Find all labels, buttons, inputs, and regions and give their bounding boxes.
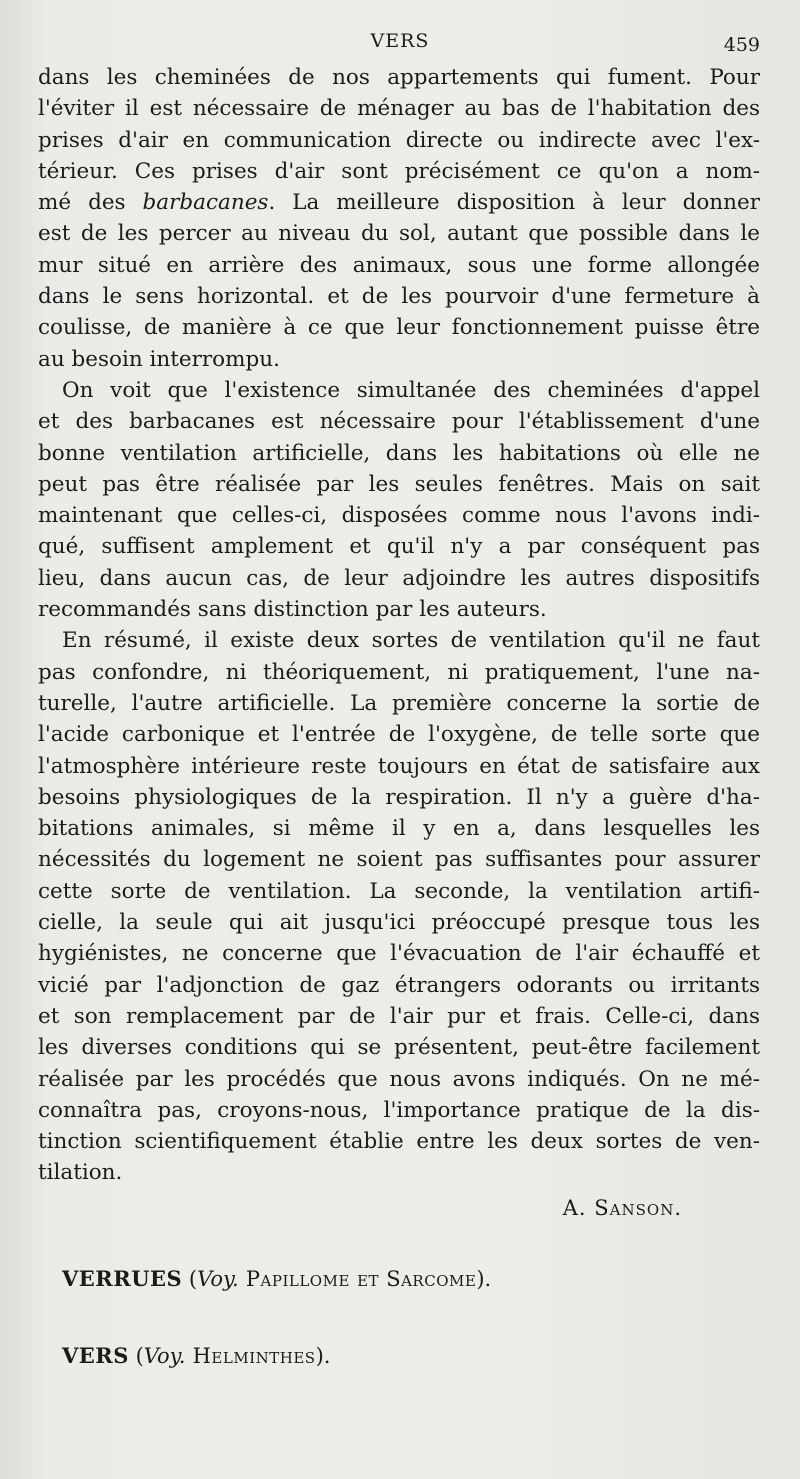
- entry-paren-close: ).: [315, 1344, 331, 1368]
- entry-verrues: [62, 1266, 491, 1291]
- text-line: qué, suffisent amplement et qu'il n'y a par conséquent pas: [38, 534, 760, 560]
- text-line: tilation.: [38, 1160, 123, 1186]
- body-text: [38, 62, 760, 1227]
- text-line: bitations animales, si même il y en a, dans lesquelles les: [38, 816, 760, 842]
- text-line: tinction scientifiquement établie entre les deux sortes de ven-: [38, 1129, 760, 1155]
- text-line: au besoin interrompu.: [38, 346, 280, 372]
- text-line: dans les cheminées de nos appartements qui fument. Pour: [38, 65, 760, 90]
- entry-voy: Voy.: [143, 1344, 186, 1368]
- text-line: peut pas être réalisée par les seules fenêtres. Mais on sait: [38, 471, 760, 497]
- text-line: mur situé en arrière des animaux, sous une forme allongée: [38, 252, 760, 278]
- entry-voy: Voy.: [197, 1267, 239, 1291]
- text-line: besoins physiologiques de la respiration. Il n'y a guère d'ha-: [38, 784, 760, 810]
- text-line: connaîtra pas, croyons-nous, l'importance pratique de la dis-: [38, 1097, 760, 1123]
- text-line: les diverses conditions qui se présentent, peut-être facilement: [38, 1035, 760, 1061]
- text-line: coulisse, de manière à ce que leur fonctionnement puisse être: [38, 315, 760, 341]
- entry-refs: Helminthes: [185, 1344, 316, 1368]
- entry-headword: VERRUES: [62, 1266, 183, 1291]
- text-line: turelle, l'autre artificielle. La première concerne la sortie de: [38, 690, 760, 716]
- entry-headword: VERS: [62, 1343, 129, 1368]
- text-line: térieur. Ces prises d'air sont précisément ce qu'on a nom-: [38, 158, 760, 184]
- text-line: On voit que l'existence simultanée des cheminées d'appel: [62, 377, 760, 403]
- entry-paren-open: (: [182, 1267, 198, 1291]
- entry-paren-open: (: [128, 1344, 144, 1368]
- text-line: maintenant que celles-ci, disposées comme nous l'avons indi-: [38, 503, 760, 529]
- text-line: et son remplacement par de l'air pur et frais. Celle-ci, dans: [38, 1003, 760, 1029]
- text-line: En résumé, il existe deux sortes de ventilation qu'il ne faut: [62, 628, 760, 654]
- text-line: recommandés sans distinction par les auteurs.: [38, 597, 547, 623]
- text-line: réalisée par les procédés que nous avons indiqués. On ne mé-: [38, 1066, 760, 1092]
- text-line: pas confondre, ni théoriquement, ni pratiquement, l'une na-: [38, 659, 760, 685]
- author-signature: A. Sanson.: [562, 1195, 682, 1220]
- entry-vers: [62, 1343, 330, 1368]
- emphasis-barbacanes: barbacanes: [142, 190, 269, 216]
- text-line: dans le sens horizontal. et de les pourvoir d'une fermeture à: [38, 284, 760, 310]
- text-line: l'éviter il est nécessaire de ménager au bas de l'habitation des: [38, 96, 760, 122]
- text-line: mé des barbacanes. La meilleure disposition à leur donner: [38, 190, 760, 216]
- text-line: l'acide carbonique et l'entrée de l'oxygène, de telle sorte que: [38, 722, 760, 748]
- page-number: 459: [723, 34, 760, 56]
- running-title: VERS: [370, 30, 430, 52]
- text-line: cielle, la seule qui ait jusqu'ici préoccupé presque tous les: [38, 910, 760, 936]
- text-line: hygiénistes, ne concerne que l'évacuation de l'air échauffé et: [38, 941, 760, 967]
- text-line: est de les percer au niveau du sol, autant que possible dans le: [38, 221, 760, 247]
- text-line: nécessités du logement ne soient pas suffisantes pour assurer: [38, 847, 760, 873]
- text-line: vicié par l'adjonction de gaz étrangers odorants ou irritants: [38, 972, 760, 998]
- text-line: et des barbacanes est nécessaire pour l'établissement d'une: [38, 409, 760, 435]
- text-line: l'atmosphère intérieure reste toujours en état de satisfaire aux: [38, 753, 760, 779]
- entry-paren-close: ).: [476, 1267, 492, 1291]
- running-head: [0, 30, 800, 60]
- text-line: lieu, dans aucun cas, de leur adjoindre les autres dispositifs: [38, 565, 760, 591]
- text-line: bonne ventilation artificielle, dans les habitations où elle ne: [38, 440, 760, 466]
- text-line: prises d'air en communication directe ou indirecte avec l'ex-: [38, 127, 760, 153]
- entry-refs: Papillome et Sarcome: [238, 1267, 477, 1291]
- text-line: cette sorte de ventilation. La seconde, la ventilation artifi-: [38, 878, 760, 904]
